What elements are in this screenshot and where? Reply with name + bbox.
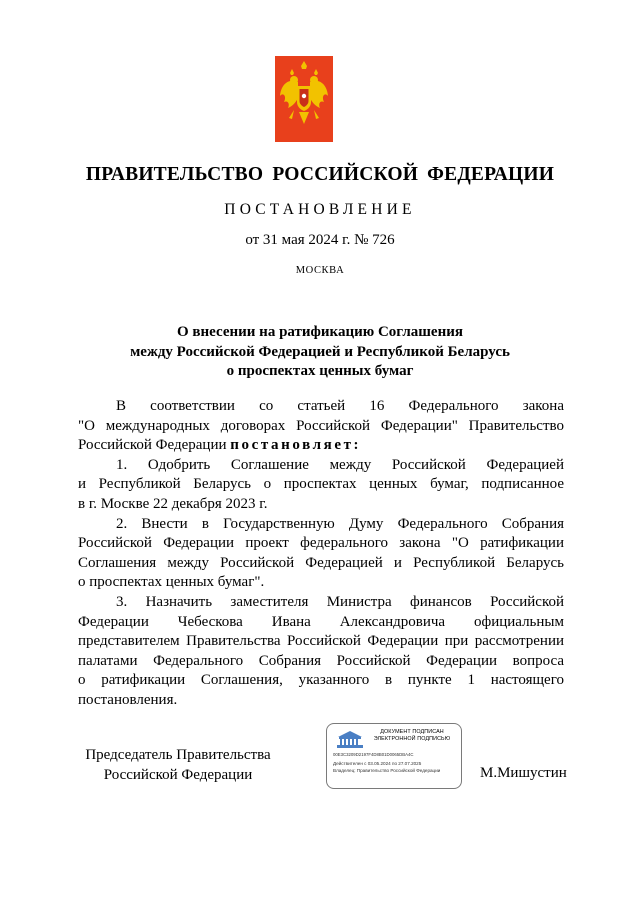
- paragraph-item-2: [78, 515, 564, 593]
- signer-name: М.Мишустин: [480, 765, 567, 781]
- double-headed-eagle-icon: [275, 56, 333, 142]
- document-body: [78, 397, 564, 711]
- body-line: постановления.: [78, 691, 178, 708]
- body-line: 3. Назначить заместителя Министра финансов Российской: [116, 593, 564, 610]
- body-line: в г. Москве 22 декабря 2023 г.: [78, 495, 268, 512]
- body-line-text: Российской Федерации: [78, 437, 231, 454]
- document-date-number: от 31 мая 2024 г. № 726: [245, 232, 395, 248]
- stamp-heading-line: ЭЛЕКТРОННОЙ ПОДПИСЬЮ: [373, 736, 451, 742]
- subject-line: между Российской Федерацией и Республикой Беларусь: [130, 343, 510, 360]
- paragraph-item-1: [78, 456, 564, 515]
- body-line: представителем Правительства Российской Федерации при рассмотрении: [78, 633, 564, 650]
- government-title: ПРАВИТЕЛЬСТВО РОССИЙСКОЙ ФЕДЕРАЦИИ: [85, 164, 555, 185]
- body-line: Российской Федерации проект федерального закона "О ратификации: [78, 535, 564, 552]
- document-type: ПОСТАНОВЛЕНИЕ: [224, 201, 416, 218]
- body-line: [78, 436, 564, 456]
- stamp-heading-line: ДОКУМЕНТ ПОДПИСАН: [380, 729, 444, 735]
- resolves-keyword: постановляет:: [230, 437, 362, 454]
- body-line: 1. Одобрить Соглашение между Российской Федерацией: [116, 456, 564, 473]
- subject-line: О внесении на ратификацию Соглашения: [177, 324, 463, 340]
- stamp-owner: Владелец: Правительство Российской Федерации: [333, 768, 441, 773]
- signer-title-line: Председатель Правительства: [85, 747, 271, 763]
- paragraph-item-3: [78, 593, 564, 711]
- body-line: 2. Внести в Государственную Думу Федерального Собрания: [116, 515, 564, 532]
- body-line: и Республикой Беларусь о проспектах ценных бумаг, подписанное: [78, 476, 564, 493]
- body-line: о проспектах ценных бумаг".: [78, 574, 265, 591]
- stamp-certificate-serial: 00E3C3209D2197F4D8B01D0065DBA4C: [333, 752, 414, 757]
- body-line: "О международных договорах Российской Федерации" Правительство: [78, 417, 564, 434]
- body-line: В соответствии со статьей 16 Федерального закона: [116, 398, 564, 414]
- government-building-icon: [335, 729, 365, 751]
- stamp-heading: [365, 729, 459, 743]
- body-line: палатами Федерального Собрания Российской Федерации вопроса: [78, 652, 564, 669]
- stamp-validity: Действителен с 03.05.2024 по 27.07.2025: [333, 761, 422, 766]
- body-line: Федерации Чебескова Ивана Александровича официальным: [78, 613, 564, 630]
- body-line: о ратификации Соглашения, указанного в пункте 1 настоящего: [78, 672, 564, 689]
- paragraph-preamble: [78, 397, 564, 456]
- subject-line: о проспектах ценных бумаг: [226, 363, 414, 379]
- body-line: Соглашения между Российской Федерацией и Республикой Беларусь: [78, 554, 564, 571]
- coat-of-arms-emblem: [275, 56, 333, 142]
- document-city: МОСКВА: [295, 265, 345, 276]
- electronic-signature-stamp: [326, 723, 462, 789]
- signer-title: [78, 746, 278, 785]
- document-subject: [60, 323, 580, 382]
- signer-title-line: Российской Федерации: [103, 766, 253, 783]
